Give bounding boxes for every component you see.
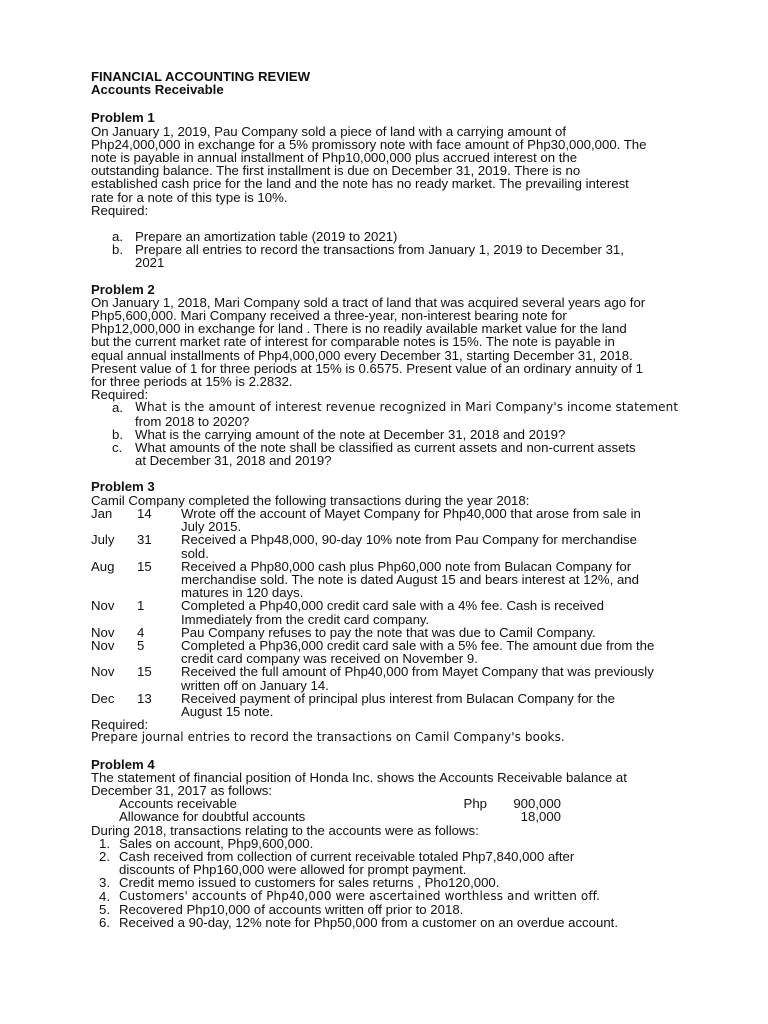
- transaction-month: Nov: [91, 624, 115, 640]
- item-text: discounts of Php160,000 were allowed for prompt payment.: [119, 862, 467, 878]
- transaction-line: Received a Php48,000, 90-day 10% note from Pau Company for merchandise: [181, 532, 637, 548]
- transaction-line: August 15 note.: [181, 703, 274, 719]
- problem-1-requirements: [91, 230, 691, 270]
- balance-table: [91, 797, 691, 823]
- item-text: Sales on account, Php9,600,000.: [119, 835, 314, 851]
- item-text: Customers' accounts of Php40,000 were ascertained worthless and written off.: [119, 888, 601, 903]
- transaction-line: Received a Php80,000 cash plus Php60,000 note from Bulacan Company for: [181, 558, 632, 574]
- problem-4-heading: Problem 4: [91, 756, 155, 772]
- problem-1-line: established cash price for the land and the note has no ready market. The prevailing interest: [91, 176, 629, 192]
- item-text: Prepare all entries to record the transactions from January 1, 2019 to December 31,: [135, 242, 624, 258]
- transaction-line: Immediately from the credit card company.: [181, 611, 430, 627]
- item-marker: 4.: [99, 888, 110, 904]
- item-text: What is the carrying amount of the note at December 31, 2018 and 2019?: [135, 426, 566, 442]
- transaction-day: 1: [137, 598, 145, 614]
- problem-2-line: On January 1, 2018, Mari Company sold a tract of land that was acquired several years ago for: [91, 294, 646, 310]
- transaction-row: [91, 639, 691, 665]
- item-text: Credit memo issued to customers for sales returns , Pho120,000.: [119, 875, 500, 891]
- item-text: What is the amount of interest revenue recognized in Mari Company's income statement: [135, 400, 679, 415]
- item-text: Received a 90-day, 12% note for Php50,000 from a customer on an overdue account.: [119, 914, 618, 930]
- transaction-day: 31: [137, 532, 152, 548]
- transaction-text: [181, 665, 691, 691]
- transaction-row: [91, 692, 691, 718]
- balance-label: Allowance for doubtful accounts: [119, 809, 306, 825]
- item-marker: 3.: [99, 875, 110, 891]
- document-body: [91, 70, 691, 929]
- transaction-month: Aug: [91, 558, 115, 574]
- transaction-day: 14: [137, 505, 152, 521]
- transaction-row: [91, 560, 691, 600]
- item-text: Cash received from collection of current receivable totaled Php7,840,000 after: [119, 848, 575, 864]
- problem-2-line: equal annual installments of Php4,000,000 every December 31, starting December 31, 2018.: [91, 347, 633, 363]
- balance-amount: 900,000: [513, 796, 561, 812]
- transaction-text: [181, 639, 691, 665]
- transaction-month: July: [91, 532, 115, 548]
- transaction-line: Pau Company refuses to pay the note that was due to Camil Company.: [181, 624, 596, 640]
- problem-4-transitions: During 2018, transactions relating to the accounts were as follows:: [91, 822, 479, 838]
- problem-2-line: Php12,000,000 in exchange for land . There is no readily available market value for the land: [91, 321, 627, 337]
- problem-1-heading: Problem 1: [91, 110, 155, 126]
- problem-1-line: Php24,000,000 in exchange for a 5% promissory note with face amount of Php30,000,000. The: [91, 136, 647, 152]
- transaction-text: [181, 533, 691, 559]
- item-text: What amounts of the note shall be classified as current assets and non-current assets: [135, 440, 636, 456]
- transactions-list: [91, 507, 691, 718]
- problem-2-heading: Problem 2: [91, 281, 155, 297]
- balance-currency: [363, 810, 487, 823]
- balance-currency: Php: [463, 796, 487, 812]
- balance-amount: 18,000: [520, 809, 561, 825]
- transaction-row: [91, 599, 691, 625]
- item-text: from 2018 to 2020?: [135, 413, 250, 429]
- transaction-text: [181, 599, 691, 625]
- document-subtitle: Accounts Receivable: [91, 82, 224, 98]
- problem-3-heading: Problem 3: [91, 479, 155, 495]
- item-marker: 5.: [99, 901, 110, 917]
- problem-2-line: Present value of 1 for three periods at 15% is 0.6575. Present value of an ordinary annuity of 1: [91, 360, 644, 376]
- problem-3-instruction: Prepare journal entries to record the transactions on Camil Company's books.: [91, 730, 565, 745]
- transaction-text: [181, 692, 691, 718]
- transaction-month: Dec: [91, 690, 115, 706]
- transaction-line: matures in 120 days.: [181, 585, 304, 601]
- numbered-item: [91, 850, 691, 876]
- problem-1-body: [91, 125, 691, 204]
- transaction-line: credit card company was received on November 9.: [181, 651, 478, 667]
- problem-2-line: for three periods at 15% is 2.2832.: [91, 374, 293, 390]
- item-marker: a.: [112, 400, 123, 416]
- item-text: 2021: [135, 255, 165, 271]
- numbered-item: [91, 916, 691, 929]
- item-text: at December 31, 2018 and 2019?: [135, 453, 332, 469]
- problem-1-line: note is payable in annual installment of Php10,000,000 plus accrued interest on the: [91, 150, 578, 166]
- transaction-line: written off on January 14.: [181, 677, 329, 693]
- numbered-item: [91, 837, 691, 850]
- transaction-month: Nov: [91, 637, 115, 653]
- problem-1-line: On January 1, 2019, Pau Company sold a piece of land with a carrying amount of: [91, 123, 567, 139]
- item-marker: 1.: [99, 835, 110, 851]
- problem-3-intro: Camil Company completed the following transactions during the year 2018:: [91, 492, 530, 508]
- problem-3-required: Required:: [91, 717, 149, 733]
- problem-1-required: Required:: [91, 202, 149, 218]
- problem-4-intro: The statement of financial position of Honda Inc. shows the Accounts Receivable balance at: [91, 769, 627, 785]
- transaction-month: Nov: [91, 598, 115, 614]
- transaction-day: 15: [137, 558, 152, 574]
- item-text: Recovered Php10,000 of accounts written off prior to 2018.: [119, 901, 464, 917]
- transaction-day: 5: [137, 637, 145, 653]
- transaction-line: merchandise sold. The note is dated August 15 and bears interest at 12%, and: [181, 571, 639, 587]
- transaction-row: [91, 665, 691, 691]
- transaction-line: July 2015.: [181, 519, 242, 535]
- transaction-day: 13: [137, 690, 152, 706]
- item-text: Prepare an amortization table (2019 to 2021): [135, 229, 398, 245]
- numbered-item: [91, 890, 691, 903]
- problem-2-requirements: [91, 401, 691, 467]
- transaction-month: Jan: [91, 505, 113, 521]
- problem-2-required: Required:: [91, 387, 149, 403]
- problem-1-line: rate for a note of this type is 10%.: [91, 189, 288, 205]
- item-marker: b.: [112, 242, 123, 258]
- item-marker: c.: [112, 440, 123, 456]
- item-marker: a.: [112, 229, 123, 245]
- problem-2-line: but the current market rate of interest for comparable notes is 15%. The note is payable in: [91, 334, 615, 350]
- transaction-month: Nov: [91, 664, 115, 680]
- transaction-line: Completed a Php36,000 credit card sale with a 5% fee. The amount due from the: [181, 637, 655, 653]
- transaction-day: 15: [137, 664, 152, 680]
- item-marker: 2.: [99, 848, 110, 864]
- problem-2-line: Php5,600,000. Mari Company received a three-year, non-interest bearing note for: [91, 308, 567, 324]
- requirement-item: [91, 243, 691, 269]
- transaction-line: sold.: [181, 545, 209, 561]
- balance-label: Accounts receivable: [119, 796, 238, 812]
- numbered-item: [91, 903, 691, 916]
- requirement-item: [91, 441, 691, 467]
- document-title: FINANCIAL ACCOUNTING REVIEW: [91, 69, 311, 84]
- transaction-line: Received payment of principal plus interest from Bulacan Company for the: [181, 690, 615, 706]
- transaction-line: Completed a Php40,000 credit card sale with a 4% fee. Cash is received: [181, 598, 604, 614]
- transaction-text: [181, 507, 691, 533]
- balance-row: [91, 810, 691, 823]
- requirement-item: [91, 401, 691, 427]
- transaction-line: Wrote off the account of Mayet Company for Php40,000 that arose from sale in: [181, 505, 641, 521]
- problem-4-transactions: [91, 837, 691, 929]
- transaction-row: [91, 626, 691, 639]
- transaction-text: [181, 560, 691, 600]
- problem-2-body: [91, 296, 691, 388]
- transaction-day: 4: [137, 624, 145, 640]
- item-marker: 6.: [99, 914, 110, 930]
- transaction-row: [91, 533, 691, 559]
- transaction-row: [91, 507, 691, 533]
- problem-1-line: outstanding balance. The first installment is due on December 31, 2019. There is no: [91, 163, 581, 179]
- transaction-line: Received the full amount of Php40,000 from Mayet Company that was previously: [181, 664, 654, 680]
- item-marker: b.: [112, 426, 123, 442]
- problem-4-intro: December 31, 2017 as follows:: [91, 782, 273, 798]
- transaction-text: [181, 626, 691, 639]
- numbered-item: [91, 876, 691, 889]
